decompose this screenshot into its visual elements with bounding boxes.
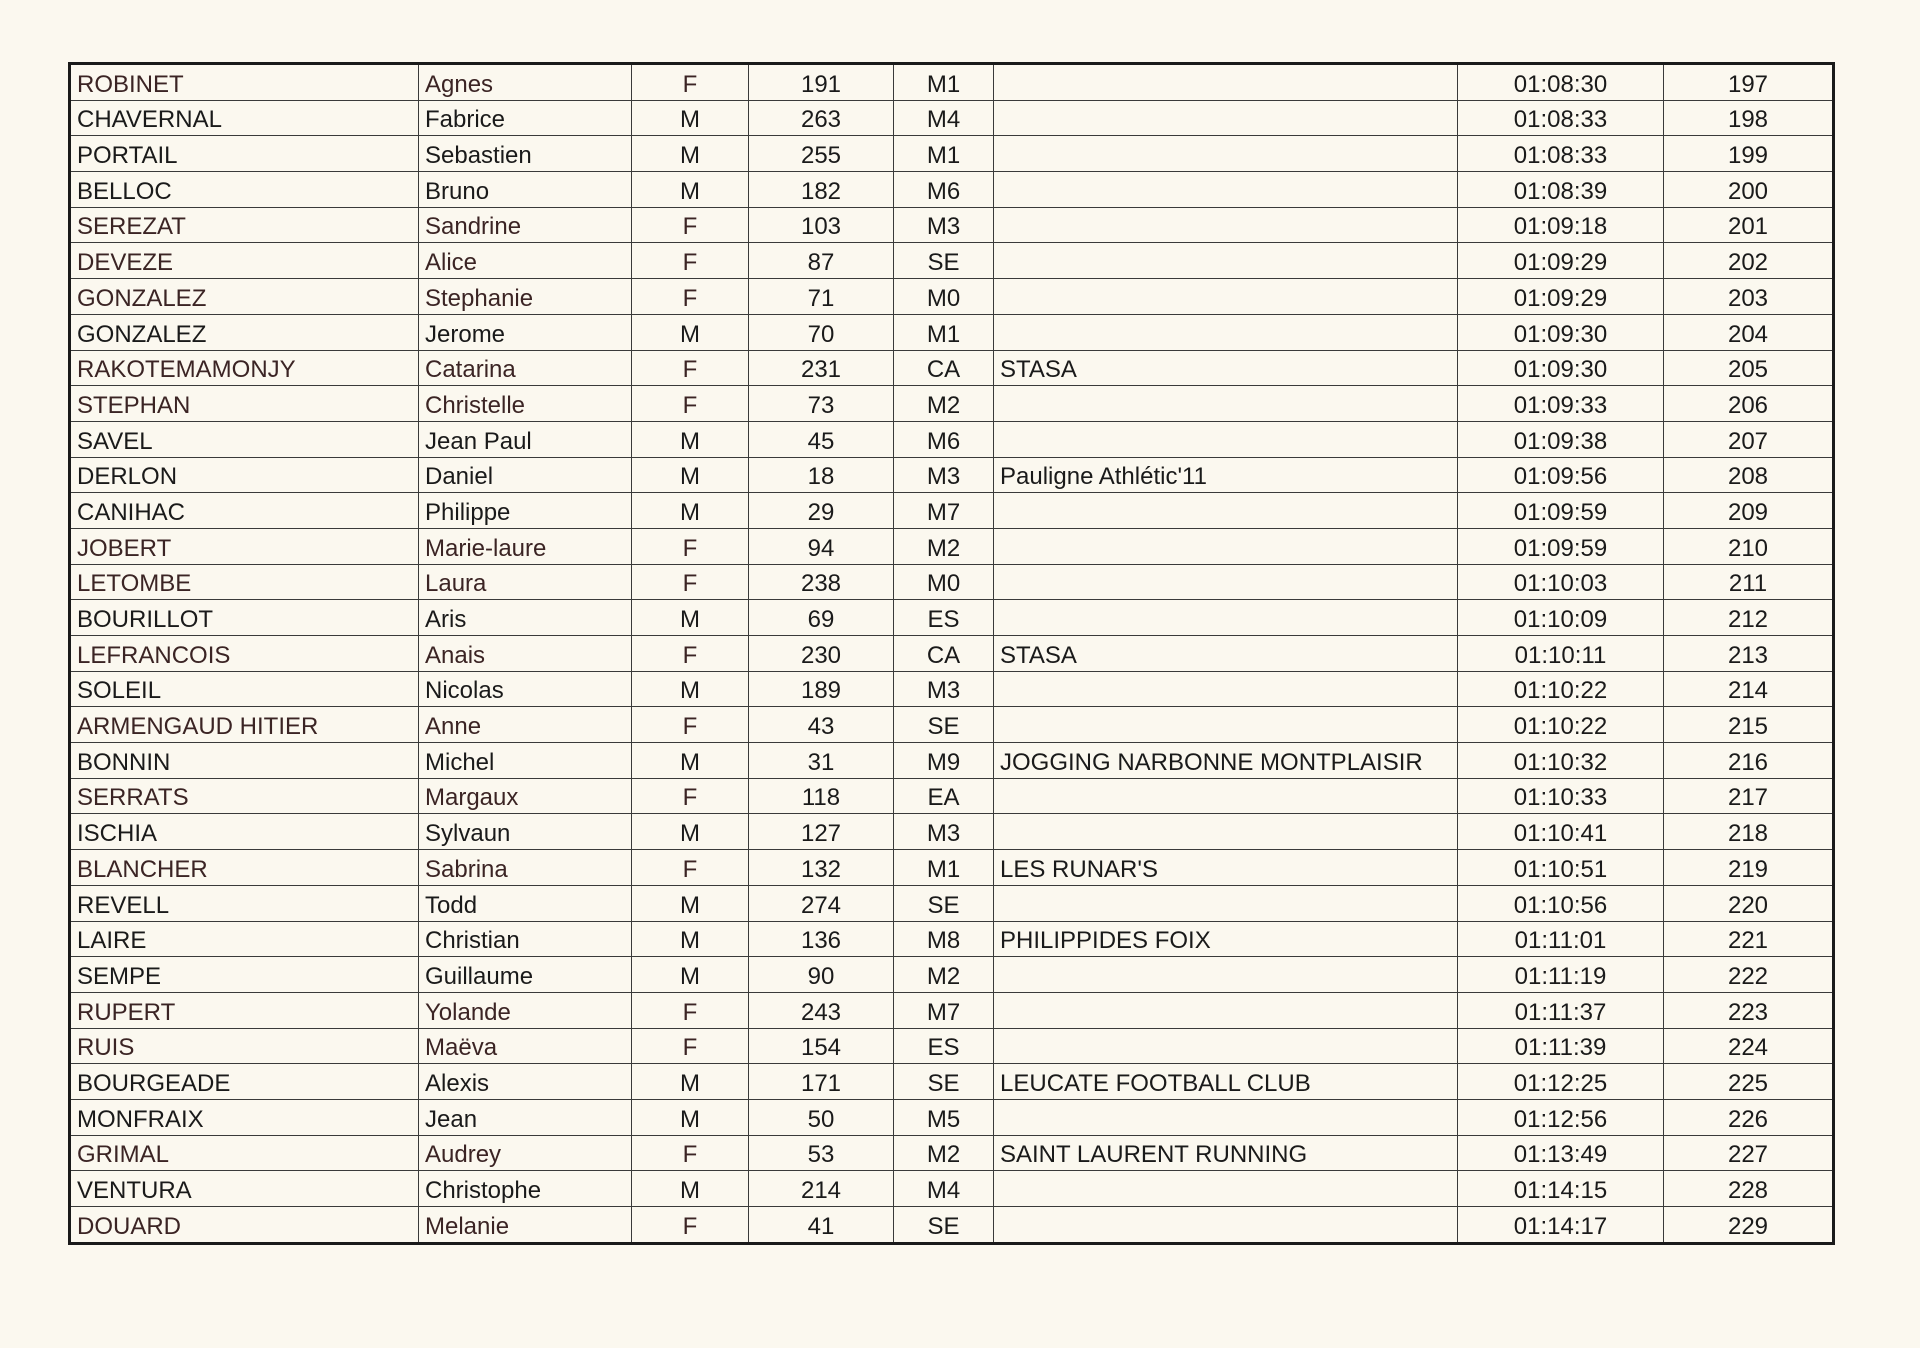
runner-rank: 205 [1664, 350, 1834, 386]
runner-sex: F [632, 778, 749, 814]
runner-last-name: ARMENGAUD HITIER [70, 707, 419, 743]
runner-category: M2 [894, 528, 994, 564]
runner-first-name: Stephanie [419, 279, 632, 315]
runner-time: 01:10:22 [1458, 707, 1664, 743]
runner-rank: 210 [1664, 528, 1834, 564]
runner-category: M1 [894, 64, 994, 101]
table-row [70, 957, 1834, 993]
runner-sex: M [632, 957, 749, 993]
runner-category: M2 [894, 386, 994, 422]
runner-first-name: Margaux [419, 778, 632, 814]
runner-last-name: LETOMBE [70, 564, 419, 600]
runner-rank: 216 [1664, 743, 1834, 779]
runner-time: 01:10:22 [1458, 671, 1664, 707]
runner-club [994, 600, 1458, 636]
runner-first-name: Christian [419, 921, 632, 957]
table-row [70, 314, 1834, 350]
runner-first-name: Yolande [419, 992, 632, 1028]
runner-category: SE [894, 1064, 994, 1100]
runner-bib-number: 214 [749, 1171, 894, 1207]
runner-last-name: LAIRE [70, 921, 419, 957]
runner-last-name: BLANCHER [70, 850, 419, 886]
runner-club: Pauligne Athlétic'11 [994, 457, 1458, 493]
runner-sex: M [632, 457, 749, 493]
runner-category: M0 [894, 564, 994, 600]
runner-time: 01:09:59 [1458, 493, 1664, 529]
runner-bib-number: 29 [749, 493, 894, 529]
table-row [70, 421, 1834, 457]
runner-time: 01:09:29 [1458, 243, 1664, 279]
table-row [70, 386, 1834, 422]
runner-last-name: DERLON [70, 457, 419, 493]
runner-category: CA [894, 350, 994, 386]
runner-category: M7 [894, 493, 994, 529]
runner-rank: 200 [1664, 172, 1834, 208]
runner-sex: M [632, 814, 749, 850]
runner-rank: 204 [1664, 314, 1834, 350]
runner-category: M3 [894, 457, 994, 493]
runner-first-name: Christophe [419, 1171, 632, 1207]
runner-last-name: ISCHIA [70, 814, 419, 850]
runner-club: LEUCATE FOOTBALL CLUB [994, 1064, 1458, 1100]
table-row [70, 1099, 1834, 1135]
table-row [70, 921, 1834, 957]
table-row [70, 778, 1834, 814]
table-row [70, 1028, 1834, 1064]
runner-bib-number: 73 [749, 386, 894, 422]
runner-club [994, 1171, 1458, 1207]
runner-club: STASA [994, 636, 1458, 672]
runner-last-name: BOURILLOT [70, 600, 419, 636]
runner-category: ES [894, 600, 994, 636]
runner-sex: M [632, 172, 749, 208]
runner-club: PHILIPPIDES FOIX [994, 921, 1458, 957]
runner-rank: 218 [1664, 814, 1834, 850]
runner-rank: 212 [1664, 600, 1834, 636]
runner-club [994, 707, 1458, 743]
runner-bib-number: 94 [749, 528, 894, 564]
runner-club [994, 814, 1458, 850]
runner-club [994, 100, 1458, 136]
table-row [70, 743, 1834, 779]
table-row [70, 207, 1834, 243]
runner-time: 01:14:17 [1458, 1207, 1664, 1244]
runner-first-name: Alice [419, 243, 632, 279]
runner-bib-number: 189 [749, 671, 894, 707]
runner-category: M8 [894, 921, 994, 957]
runner-last-name: GONZALEZ [70, 279, 419, 315]
runner-bib-number: 154 [749, 1028, 894, 1064]
runner-time: 01:10:32 [1458, 743, 1664, 779]
runner-first-name: Jean Paul [419, 421, 632, 457]
runner-last-name: REVELL [70, 885, 419, 921]
runner-last-name: SERRATS [70, 778, 419, 814]
table-row [70, 992, 1834, 1028]
runner-sex: F [632, 350, 749, 386]
runner-time: 01:12:25 [1458, 1064, 1664, 1100]
runner-sex: F [632, 386, 749, 422]
runner-category: M1 [894, 850, 994, 886]
runner-rank: 202 [1664, 243, 1834, 279]
runner-last-name: ROBINET [70, 64, 419, 101]
table-row [70, 528, 1834, 564]
runner-sex: M [632, 671, 749, 707]
runner-rank: 228 [1664, 1171, 1834, 1207]
runner-sex: M [632, 100, 749, 136]
runner-category: SE [894, 1207, 994, 1244]
runner-category: M2 [894, 1135, 994, 1171]
table-row [70, 172, 1834, 208]
runner-bib-number: 18 [749, 457, 894, 493]
runner-bib-number: 132 [749, 850, 894, 886]
results-body [70, 64, 1834, 1244]
runner-sex: M [632, 600, 749, 636]
runner-time: 01:09:33 [1458, 386, 1664, 422]
runner-rank: 225 [1664, 1064, 1834, 1100]
runner-club [994, 172, 1458, 208]
runner-bib-number: 43 [749, 707, 894, 743]
runner-category: M4 [894, 1171, 994, 1207]
runner-bib-number: 255 [749, 136, 894, 172]
runner-sex: M [632, 743, 749, 779]
runner-category: M4 [894, 100, 994, 136]
runner-first-name: Jerome [419, 314, 632, 350]
runner-sex: M [632, 921, 749, 957]
runner-sex: M [632, 885, 749, 921]
runner-rank: 224 [1664, 1028, 1834, 1064]
runner-last-name: DEVEZE [70, 243, 419, 279]
runner-rank: 203 [1664, 279, 1834, 315]
runner-time: 01:09:59 [1458, 528, 1664, 564]
runner-last-name: CANIHAC [70, 493, 419, 529]
runner-last-name: MONFRAIX [70, 1099, 419, 1135]
runner-first-name: Audrey [419, 1135, 632, 1171]
table-row [70, 64, 1834, 101]
runner-time: 01:10:33 [1458, 778, 1664, 814]
runner-time: 01:10:51 [1458, 850, 1664, 886]
runner-time: 01:10:11 [1458, 636, 1664, 672]
runner-last-name: BOURGEADE [70, 1064, 419, 1100]
runner-bib-number: 87 [749, 243, 894, 279]
runner-last-name: PORTAIL [70, 136, 419, 172]
runner-sex: F [632, 243, 749, 279]
runner-sex: F [632, 707, 749, 743]
runner-time: 01:09:56 [1458, 457, 1664, 493]
table-row [70, 136, 1834, 172]
runner-first-name: Philippe [419, 493, 632, 529]
runner-club [994, 207, 1458, 243]
runner-first-name: Maëva [419, 1028, 632, 1064]
runner-bib-number: 182 [749, 172, 894, 208]
runner-sex: M [632, 314, 749, 350]
runner-club [994, 1207, 1458, 1244]
runner-club [994, 493, 1458, 529]
table-row [70, 564, 1834, 600]
runner-time: 01:11:39 [1458, 1028, 1664, 1064]
table-row [70, 350, 1834, 386]
table-row [70, 600, 1834, 636]
runner-first-name: Fabrice [419, 100, 632, 136]
runner-category: M1 [894, 314, 994, 350]
runner-bib-number: 118 [749, 778, 894, 814]
runner-last-name: VENTURA [70, 1171, 419, 1207]
runner-last-name: JOBERT [70, 528, 419, 564]
runner-sex: M [632, 493, 749, 529]
runner-category: M6 [894, 172, 994, 208]
runner-rank: 227 [1664, 1135, 1834, 1171]
runner-sex: M [632, 1099, 749, 1135]
runner-sex: F [632, 1028, 749, 1064]
runner-bib-number: 45 [749, 421, 894, 457]
runner-sex: F [632, 636, 749, 672]
runner-rank: 226 [1664, 1099, 1834, 1135]
runner-last-name: BONNIN [70, 743, 419, 779]
runner-category: M6 [894, 421, 994, 457]
runner-club [994, 778, 1458, 814]
runner-club: SAINT LAURENT RUNNING [994, 1135, 1458, 1171]
runner-category: M5 [894, 1099, 994, 1135]
runner-time: 01:08:33 [1458, 136, 1664, 172]
runner-first-name: Agnes [419, 64, 632, 101]
runner-time: 01:11:37 [1458, 992, 1664, 1028]
runner-last-name: DOUARD [70, 1207, 419, 1244]
runner-sex: F [632, 1207, 749, 1244]
runner-first-name: Anais [419, 636, 632, 672]
runner-club: STASA [994, 350, 1458, 386]
runner-club [994, 564, 1458, 600]
runner-last-name: RUPERT [70, 992, 419, 1028]
runner-time: 01:10:56 [1458, 885, 1664, 921]
runner-time: 01:11:19 [1458, 957, 1664, 993]
table-row [70, 885, 1834, 921]
runner-sex: M [632, 1171, 749, 1207]
runner-time: 01:09:18 [1458, 207, 1664, 243]
runner-last-name: SEMPE [70, 957, 419, 993]
runner-rank: 222 [1664, 957, 1834, 993]
runner-first-name: Aris [419, 600, 632, 636]
runner-rank: 198 [1664, 100, 1834, 136]
runner-sex: F [632, 992, 749, 1028]
runner-sex: F [632, 279, 749, 315]
runner-club [994, 671, 1458, 707]
runner-bib-number: 243 [749, 992, 894, 1028]
runner-bib-number: 191 [749, 64, 894, 101]
runner-category: SE [894, 243, 994, 279]
runner-first-name: Christelle [419, 386, 632, 422]
runner-category: M1 [894, 136, 994, 172]
runner-bib-number: 231 [749, 350, 894, 386]
runner-rank: 207 [1664, 421, 1834, 457]
runner-bib-number: 103 [749, 207, 894, 243]
runner-time: 01:08:30 [1458, 64, 1664, 101]
runner-bib-number: 230 [749, 636, 894, 672]
runner-time: 01:10:03 [1458, 564, 1664, 600]
table-row [70, 814, 1834, 850]
runner-rank: 217 [1664, 778, 1834, 814]
runner-last-name: RUIS [70, 1028, 419, 1064]
runner-club [994, 421, 1458, 457]
runner-first-name: Catarina [419, 350, 632, 386]
results-table [68, 62, 1835, 1245]
runner-first-name: Nicolas [419, 671, 632, 707]
runner-rank: 209 [1664, 493, 1834, 529]
runner-first-name: Todd [419, 885, 632, 921]
runner-first-name: Laura [419, 564, 632, 600]
runner-first-name: Melanie [419, 1207, 632, 1244]
runner-category: M9 [894, 743, 994, 779]
runner-club [994, 992, 1458, 1028]
runner-first-name: Jean [419, 1099, 632, 1135]
runner-bib-number: 127 [749, 814, 894, 850]
runner-bib-number: 69 [749, 600, 894, 636]
runner-first-name: Bruno [419, 172, 632, 208]
runner-first-name: Anne [419, 707, 632, 743]
runner-last-name: SEREZAT [70, 207, 419, 243]
runner-club [994, 243, 1458, 279]
runner-category: M3 [894, 207, 994, 243]
runner-club [994, 64, 1458, 101]
runner-category: CA [894, 636, 994, 672]
runner-sex: M [632, 136, 749, 172]
runner-last-name: GONZALEZ [70, 314, 419, 350]
table-row [70, 279, 1834, 315]
table-row [70, 707, 1834, 743]
runner-sex: F [632, 64, 749, 101]
runner-rank: 206 [1664, 386, 1834, 422]
runner-time: 01:09:30 [1458, 314, 1664, 350]
table-row [70, 243, 1834, 279]
runner-club [994, 1028, 1458, 1064]
runner-sex: F [632, 850, 749, 886]
runner-club [994, 314, 1458, 350]
runner-bib-number: 238 [749, 564, 894, 600]
runner-first-name: Sylvaun [419, 814, 632, 850]
table-row [70, 493, 1834, 529]
runner-first-name: Sandrine [419, 207, 632, 243]
runner-sex: F [632, 207, 749, 243]
runner-bib-number: 50 [749, 1099, 894, 1135]
runner-category: EA [894, 778, 994, 814]
runner-time: 01:09:29 [1458, 279, 1664, 315]
runner-first-name: Sebastien [419, 136, 632, 172]
runner-category: M0 [894, 279, 994, 315]
runner-time: 01:09:38 [1458, 421, 1664, 457]
runner-club: LES RUNAR'S [994, 850, 1458, 886]
runner-club [994, 1099, 1458, 1135]
table-row [70, 1135, 1834, 1171]
runner-club [994, 885, 1458, 921]
runner-first-name: Daniel [419, 457, 632, 493]
runner-bib-number: 41 [749, 1207, 894, 1244]
runner-club [994, 136, 1458, 172]
runner-time: 01:09:30 [1458, 350, 1664, 386]
runner-bib-number: 70 [749, 314, 894, 350]
runner-rank: 208 [1664, 457, 1834, 493]
runner-category: M3 [894, 814, 994, 850]
runner-rank: 213 [1664, 636, 1834, 672]
runner-sex: F [632, 1135, 749, 1171]
runner-last-name: GRIMAL [70, 1135, 419, 1171]
runner-sex: F [632, 528, 749, 564]
runner-category: SE [894, 707, 994, 743]
table-row [70, 1207, 1834, 1244]
runner-club [994, 528, 1458, 564]
runner-first-name: Sabrina [419, 850, 632, 886]
runner-category: M2 [894, 957, 994, 993]
runner-last-name: BELLOC [70, 172, 419, 208]
runner-last-name: SOLEIL [70, 671, 419, 707]
runner-time: 01:08:33 [1458, 100, 1664, 136]
runner-bib-number: 263 [749, 100, 894, 136]
runner-club: JOGGING NARBONNE MONTPLAISIR [994, 743, 1458, 779]
table-row [70, 636, 1834, 672]
runner-rank: 219 [1664, 850, 1834, 886]
runner-category: M7 [894, 992, 994, 1028]
runner-bib-number: 274 [749, 885, 894, 921]
runner-last-name: LEFRANCOIS [70, 636, 419, 672]
runner-bib-number: 71 [749, 279, 894, 315]
runner-rank: 211 [1664, 564, 1834, 600]
runner-rank: 197 [1664, 64, 1834, 101]
table-row [70, 850, 1834, 886]
runner-time: 01:08:39 [1458, 172, 1664, 208]
runner-club [994, 279, 1458, 315]
runner-rank: 223 [1664, 992, 1834, 1028]
runner-bib-number: 90 [749, 957, 894, 993]
runner-sex: F [632, 564, 749, 600]
runner-first-name: Michel [419, 743, 632, 779]
runner-rank: 229 [1664, 1207, 1834, 1244]
table-row [70, 1064, 1834, 1100]
runner-category: M3 [894, 671, 994, 707]
runner-rank: 214 [1664, 671, 1834, 707]
runner-rank: 199 [1664, 136, 1834, 172]
runner-time: 01:11:01 [1458, 921, 1664, 957]
runner-bib-number: 53 [749, 1135, 894, 1171]
runner-time: 01:10:09 [1458, 600, 1664, 636]
runner-time: 01:10:41 [1458, 814, 1664, 850]
runner-bib-number: 171 [749, 1064, 894, 1100]
runner-club [994, 386, 1458, 422]
runner-last-name: CHAVERNAL [70, 100, 419, 136]
runner-rank: 215 [1664, 707, 1834, 743]
runner-time: 01:14:15 [1458, 1171, 1664, 1207]
table-row [70, 100, 1834, 136]
runner-rank: 201 [1664, 207, 1834, 243]
runner-category: SE [894, 885, 994, 921]
table-row [70, 457, 1834, 493]
table-row [70, 671, 1834, 707]
runner-last-name: STEPHAN [70, 386, 419, 422]
runner-bib-number: 31 [749, 743, 894, 779]
runner-first-name: Marie-laure [419, 528, 632, 564]
runner-first-name: Alexis [419, 1064, 632, 1100]
runner-rank: 221 [1664, 921, 1834, 957]
runner-sex: M [632, 421, 749, 457]
table-row [70, 1171, 1834, 1207]
runner-last-name: SAVEL [70, 421, 419, 457]
runner-last-name: RAKOTEMAMONJY [70, 350, 419, 386]
runner-club [994, 957, 1458, 993]
runner-time: 01:13:49 [1458, 1135, 1664, 1171]
runner-time: 01:12:56 [1458, 1099, 1664, 1135]
runner-sex: M [632, 1064, 749, 1100]
runner-category: ES [894, 1028, 994, 1064]
runner-first-name: Guillaume [419, 957, 632, 993]
runner-bib-number: 136 [749, 921, 894, 957]
runner-rank: 220 [1664, 885, 1834, 921]
